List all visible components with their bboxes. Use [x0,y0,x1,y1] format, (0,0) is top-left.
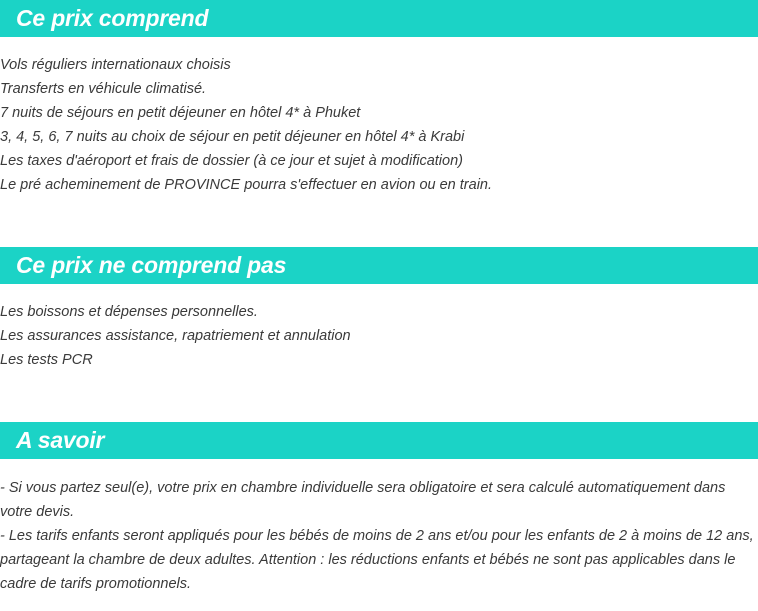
good-to-know-body [0,476,758,596]
section-title: Ce prix ne comprend pas [16,252,287,278]
included-list [0,53,758,197]
section-good-to-know [0,422,758,596]
list-item: Les assurances assistance, rapatriement et annulation [0,328,351,344]
list-item: 3, 4, 5, 6, 7 nuits au choix de séjour en petit déjeuner en hôtel 4* à Krabi [0,129,465,145]
section-header-good-to-know [0,422,758,459]
list-item: Les tests PCR [0,352,93,368]
list-item: Transferts en véhicule climatisé. [0,81,207,97]
list-item: Les taxes d'aéroport et frais de dossier (à ce jour et sujet à modification) [0,153,463,169]
not-included-list [0,300,758,372]
list-item: Vols réguliers internationaux choisis [0,57,231,73]
section-header-included [0,0,758,37]
section-title: Ce prix comprend [16,5,209,31]
list-item: 7 nuits de séjours en petit déjeuner en hôtel 4* à Phuket [0,105,361,121]
list-item: Le pré acheminement de PROVINCE pourra s'effectuer en avion ou en train. [0,177,493,193]
section-not-included [0,247,758,372]
list-item: Les boissons et dépenses personnelles. [0,304,258,320]
section-title: A savoir [16,427,105,453]
section-included [0,0,758,197]
section-header-not-included [0,247,758,284]
info-paragraph: - Si vous partez seul(e), votre prix en chambre individuelle sera obligatoire et sera calculé automatiquement dans votre devis. [0,480,726,520]
info-paragraph: - Les tarifs enfants seront appliqués pour les bébés de moins de 2 ans et/ou pour les enfants de 2 à moins de 12 ans, partageant la chambre de deux adultes. Attention : les réductions enfants et bébés ne sont pas applicables dans le cadre de tarifs promotionnels. [0,528,754,592]
